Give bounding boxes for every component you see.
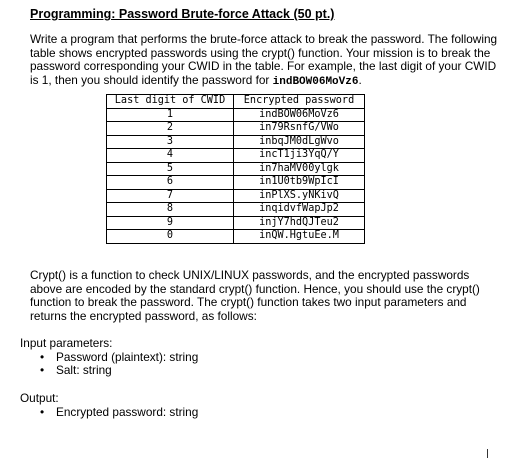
table-row xyxy=(107,176,365,190)
cwid-digit-cell: 7 xyxy=(107,189,234,203)
bullet-icon: • xyxy=(40,349,45,364)
encrypted-password-cell: injY7hdQJTeu2 xyxy=(234,216,365,230)
encrypted-password-cell: in7haMV00ylgk xyxy=(234,162,365,176)
encrypted-password-cell: incT1ji3YqQ/Y xyxy=(234,149,365,163)
input-parameters-list xyxy=(20,351,198,378)
cwid-digit-cell: 0 xyxy=(107,230,234,244)
text-cursor-icon xyxy=(487,449,488,458)
intro-text: Write a program that performs the brute-force attack to break the password. The following table shows encrypted passwords using the crypt() function. Your mission is to break the password corresponding your CWID in the table. For example, the last digit of your CWID is 1, then you should identify the password for xyxy=(30,32,498,87)
table-row xyxy=(107,122,365,136)
table-row xyxy=(107,149,365,163)
encrypted-password-cell: inQW.HgtuEe.M xyxy=(234,230,365,244)
input-param-text: Salt: string xyxy=(56,363,112,377)
output-label: Output: xyxy=(20,391,59,405)
cwid-digit-cell: 9 xyxy=(107,216,234,230)
table-row xyxy=(107,230,365,244)
table-header-row xyxy=(107,95,365,109)
table-row xyxy=(107,162,365,176)
document-page xyxy=(30,6,500,89)
cwid-digit-cell: 4 xyxy=(107,149,234,163)
list-item xyxy=(40,351,198,365)
cwid-digit-cell: 6 xyxy=(107,176,234,190)
output-block xyxy=(20,392,198,419)
cwid-digit-cell: 1 xyxy=(107,108,234,122)
output-item-text: Encrypted password: string xyxy=(56,404,199,419)
cwid-digit-cell: 5 xyxy=(107,162,234,176)
input-parameters-label: Input parameters: xyxy=(20,336,113,350)
encrypted-password-cell: in79RsnfG/VWo xyxy=(234,122,365,136)
header-last-digit: Last digit of CWID xyxy=(107,95,234,109)
table-row xyxy=(107,189,365,203)
encrypted-password-cell: inqidvfWapJp2 xyxy=(234,203,365,217)
table-row xyxy=(107,108,365,122)
bullet-icon: • xyxy=(40,404,45,419)
intro-example-code: indBOW06MoVz6 xyxy=(272,75,359,88)
header-encrypted-password: Encrypted password xyxy=(234,95,365,109)
table-row xyxy=(107,203,365,217)
intro-end: . xyxy=(358,72,362,87)
encrypted-password-cell: inPlXS.yNKivQ xyxy=(234,189,365,203)
table-row xyxy=(107,135,365,149)
input-parameters-block xyxy=(20,337,198,378)
cwid-digit-cell: 3 xyxy=(107,135,234,149)
list-item xyxy=(40,406,198,420)
encrypted-password-cell: inbqJM0dLgWvo xyxy=(234,135,365,149)
cwid-digit-cell: 8 xyxy=(107,203,234,217)
list-item xyxy=(40,364,198,378)
password-table xyxy=(106,94,365,244)
output-list xyxy=(20,406,198,420)
encrypted-password-cell: indBOW06MoVz6 xyxy=(234,108,365,122)
input-param-text: Password (plaintext): string xyxy=(56,349,199,364)
cwid-digit-cell: 2 xyxy=(107,122,234,136)
intro-paragraph xyxy=(30,33,500,89)
assignment-heading: Programming: Password Brute-force Attack (50 pt.) xyxy=(30,7,335,21)
table-row xyxy=(107,216,365,230)
encrypted-password-cell: in1U0tb9WpIcI xyxy=(234,176,365,190)
bullet-icon: • xyxy=(40,363,45,377)
crypt-explanation-paragraph: Crypt() is a function to check UNIX/LINUX passwords, and the encrypted passwords above are encoded by the standard crypt() function. Hence, you should use the crypt() function to break the password. The crypt() function takes two input parameters and returns the encrypted password, as follows: xyxy=(30,268,480,323)
